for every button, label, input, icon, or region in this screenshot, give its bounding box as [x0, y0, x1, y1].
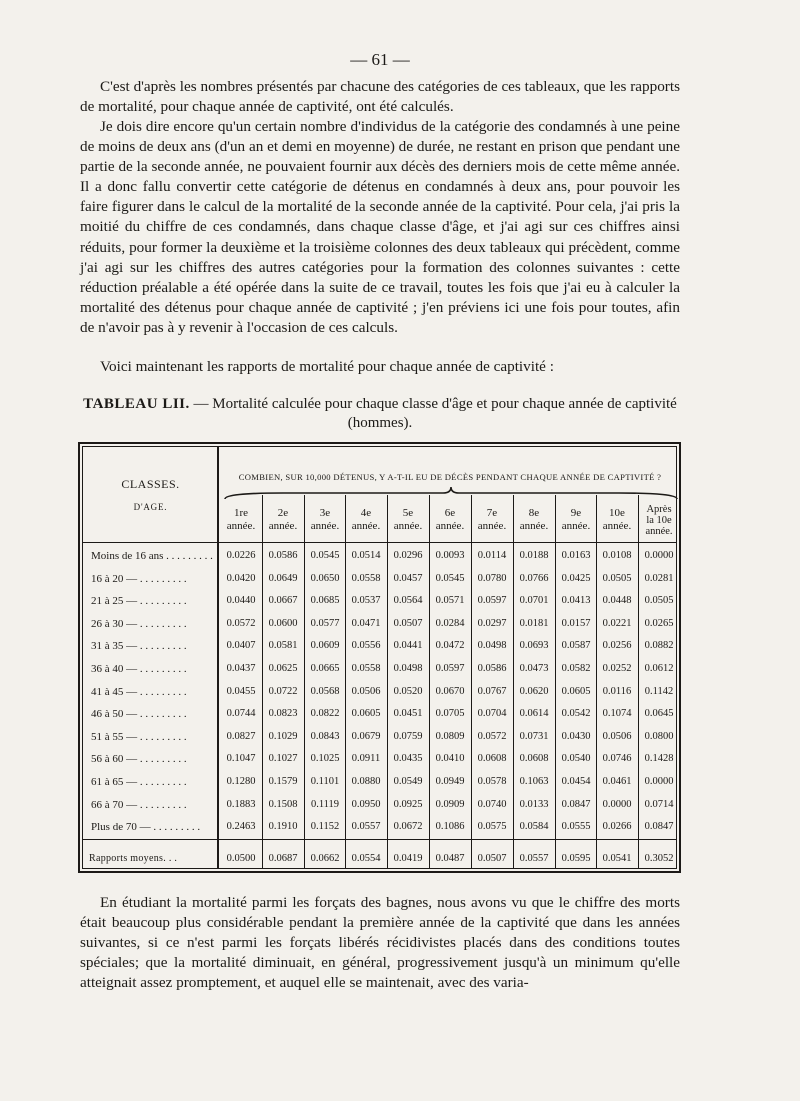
column-header-line: 1re	[233, 507, 249, 519]
average-cell: 0.0662	[310, 853, 340, 864]
table-cell: 0.0451	[393, 708, 423, 719]
column-header-6	[429, 507, 471, 533]
table-cell: 0.0909	[435, 799, 465, 810]
table-caption-label: TABLEAU LII.	[83, 396, 190, 412]
table-cell: 0.0614	[519, 708, 549, 719]
column-header-line: année.	[393, 520, 423, 532]
table-cell: 0.0586	[477, 663, 507, 674]
table-cell: 0.0597	[435, 663, 465, 674]
paragraph-intro: C'est d'après les nombres présentés par chacune des catégories de ces tableaux, que les rapports de mortalité, pour chaque année de captivité, ont été calculés.	[80, 78, 680, 116]
table-cell: 0.0000	[602, 799, 632, 810]
table-cell: 0.0625	[268, 663, 298, 674]
table-cell: 0.0507	[393, 618, 423, 629]
table-cell: 0.0093	[435, 550, 465, 561]
table-cell: 0.0556	[351, 640, 381, 651]
table-cell: 0.0000	[644, 550, 674, 561]
row-label: 26 à 30 — . . . . . . . . .	[91, 618, 187, 630]
table-cell: 0.0413	[561, 595, 591, 606]
table-cell: 0.0188	[519, 550, 549, 561]
table-cell: 0.0612	[644, 663, 674, 674]
table-cell: 0.0568	[310, 686, 340, 697]
table-cell: 0.0667	[268, 595, 298, 606]
table-cell: 0.0740	[477, 799, 507, 810]
table-cell: 0.0759	[393, 731, 423, 742]
table-cell: 0.0557	[351, 821, 381, 832]
column-header-line: 4e	[360, 507, 372, 519]
table-cell: 0.0564	[393, 595, 423, 606]
row-label: 16 à 20 — . . . . . . . . .	[91, 573, 187, 585]
table-cell: 0.0437	[226, 663, 256, 674]
row-label: Plus de 70 — . . . . . . . . .	[91, 821, 201, 833]
average-cell: 0.0419	[393, 853, 423, 864]
row-label: Moins de 16 ans . . . . . . . . .	[91, 550, 213, 562]
paragraph-transition: Voici maintenant les rapports de mortalité pour chaque année de captivité :	[100, 358, 554, 375]
table-cell: 0.0181	[519, 618, 549, 629]
average-top-rule	[83, 839, 676, 840]
table-cell: 0.0809	[435, 731, 465, 742]
table-cell: 0.0847	[644, 821, 674, 832]
table-cell: 0.0441	[393, 640, 423, 651]
average-cell: 0.0541	[602, 853, 632, 864]
table-cell: 0.0545	[435, 573, 465, 584]
table-cell: 0.0925	[393, 799, 423, 810]
row-label: 66 à 70 — . . . . . . . . .	[91, 799, 187, 811]
table-cell: 0.0435	[393, 753, 423, 764]
column-header-2	[262, 507, 304, 533]
column-header-line: année.	[561, 520, 591, 532]
column-header-line: 3e	[319, 507, 331, 519]
table-cell: 0.0780	[477, 573, 507, 584]
table-cell: 0.0609	[310, 640, 340, 651]
row-label: 31 à 35 — . . . . . . . . .	[91, 640, 187, 652]
table-cell: 0.0281	[644, 573, 674, 584]
table-cell: 0.0540	[561, 753, 591, 764]
table-cell: 0.0650	[310, 573, 340, 584]
classes-header: CLASSES.	[121, 477, 180, 491]
table-cell: 0.1142	[644, 686, 674, 697]
table-cell: 0.0950	[351, 799, 381, 810]
column-header-line: 7e	[486, 507, 498, 519]
table-cell: 0.0000	[644, 776, 674, 787]
table-cell: 0.0505	[644, 595, 674, 606]
column-header-3	[304, 507, 346, 533]
table-cell: 0.0672	[393, 821, 423, 832]
table-cell: 0.0440	[226, 595, 256, 606]
table-cell: 0.0800	[644, 731, 674, 742]
table-cell: 0.0454	[561, 776, 591, 787]
table-cell: 0.0578	[477, 776, 507, 787]
column-header-line: 10e	[609, 507, 625, 519]
column-header-line: année.	[602, 520, 632, 532]
table-cell: 0.2463	[226, 821, 256, 832]
table-cell: 0.1074	[602, 708, 632, 719]
table-caption-text: — Mortalité calculée pour chaque classe d'âge et pour chaque année de captivité (hommes).	[189, 396, 677, 431]
paragraph-conclusion: En étudiant la mortalité parmi les forçats des bagnes, nous avons vu que le chiffre des morts était beaucoup plus considérable pendant la première année de la captivité que dans les années suivantes, si ce n'est parmi les forçats libérés récidivistes placés dans des conditions toutes spéciales; que la mortalité diminuait, en général, progressivement jusqu'à un minimum qu'elle atteignait assez promptement, et auquel elle se maintenait, avec des varia-	[80, 894, 680, 992]
table-cell: 0.0767	[477, 686, 507, 697]
table-cell: 0.0823	[268, 708, 298, 719]
table-cell: 0.0473	[519, 663, 549, 674]
table-cell: 0.0133	[519, 799, 549, 810]
table-cell: 0.0252	[602, 663, 632, 674]
table-cell: 0.0581	[268, 640, 298, 651]
table-cell: 0.0545	[310, 550, 340, 561]
column-header-line: 6e	[444, 507, 456, 519]
table-cell: 0.0670	[435, 686, 465, 697]
table-cell: 0.0586	[268, 550, 298, 561]
table-cell: 0.0582	[561, 663, 591, 674]
table-cell: 0.0116	[602, 686, 632, 697]
table-cell: 0.0498	[477, 640, 507, 651]
table-cell: 0.1101	[310, 776, 340, 787]
table-cell: 0.0584	[519, 821, 549, 832]
table-cell: 0.0108	[602, 550, 632, 561]
table-cell: 0.0572	[477, 731, 507, 742]
table-cell: 0.0266	[602, 821, 632, 832]
mortality-table-inner	[82, 446, 677, 869]
table-caption	[80, 395, 680, 433]
table-cell: 0.0679	[351, 731, 381, 742]
table-cell: 0.0407	[226, 640, 256, 651]
column-header-line: année.	[351, 520, 381, 532]
table-cell: 0.0265	[644, 618, 674, 629]
column-header-11	[638, 504, 680, 537]
table-cell: 0.0296	[393, 550, 423, 561]
table-cell: 0.0847	[561, 799, 591, 810]
table-cell: 0.0744	[226, 708, 256, 719]
header-brace	[223, 485, 679, 501]
table-cell: 0.0472	[435, 640, 465, 651]
column-header-line: année.	[645, 526, 673, 537]
table-cell: 0.0226	[226, 550, 256, 561]
table-cell: 0.0520	[393, 686, 423, 697]
row-label: 21 à 25 — . . . . . . . . .	[91, 595, 187, 607]
column-header-1	[220, 507, 262, 533]
column-header-7	[471, 507, 513, 533]
average-cell: 0.3052	[644, 853, 674, 864]
table-cell: 0.1579	[268, 776, 298, 787]
column-header-line: année.	[226, 520, 256, 532]
table-cell: 0.0505	[602, 573, 632, 584]
average-cell: 0.0687	[268, 853, 298, 864]
row-label: 41 à 45 — . . . . . . . . .	[91, 686, 187, 698]
table-cell: 0.1063	[519, 776, 549, 787]
table-cell: 0.0693	[519, 640, 549, 651]
table-cell: 0.1086	[435, 821, 465, 832]
table-cell: 0.0410	[435, 753, 465, 764]
table-cell: 0.0649	[268, 573, 298, 584]
table-cell: 0.0608	[519, 753, 549, 764]
table-cell: 0.0705	[435, 708, 465, 719]
table-cell: 0.0597	[477, 595, 507, 606]
table-cell: 0.0571	[435, 595, 465, 606]
table-cell: 0.0471	[351, 618, 381, 629]
row-label: 56 à 60 — . . . . . . . . .	[91, 753, 187, 765]
table-cell: 0.0605	[351, 708, 381, 719]
table-cell: 0.0461	[602, 776, 632, 787]
table-cell: 0.0163	[561, 550, 591, 561]
table-cell: 0.0704	[477, 708, 507, 719]
row-label: 46 à 50 — . . . . . . . . .	[91, 708, 187, 720]
table-cell: 0.0882	[644, 640, 674, 651]
table-cell: 0.0665	[310, 663, 340, 674]
average-label: Rapports moyens. . .	[89, 853, 178, 864]
table-cell: 0.1119	[310, 799, 340, 810]
table-cell: 0.0731	[519, 731, 549, 742]
table-cell: 0.0714	[644, 799, 674, 810]
table-cell: 0.0608	[477, 753, 507, 764]
average-cell: 0.0500	[226, 853, 256, 864]
table-cell: 0.0605	[561, 686, 591, 697]
average-cell: 0.0487	[435, 853, 465, 864]
table-cell: 0.0498	[393, 663, 423, 674]
average-cell: 0.0507	[477, 853, 507, 864]
column-header-line: 9e	[570, 507, 582, 519]
table-cell: 0.0722	[268, 686, 298, 697]
average-cell: 0.0554	[351, 853, 381, 864]
row-label: 51 à 55 — . . . . . . . . .	[91, 731, 187, 743]
column-header-line: 5e	[402, 507, 414, 519]
column-header-9	[555, 507, 597, 533]
table-cell: 0.1508	[268, 799, 298, 810]
table-cell: 0.0221	[602, 618, 632, 629]
table-cell: 0.0542	[561, 708, 591, 719]
table-cell: 0.0746	[602, 753, 632, 764]
page-number: — 61 —	[350, 50, 410, 69]
column-header-4	[345, 507, 387, 533]
table-cell: 0.1428	[644, 753, 674, 764]
table-cell: 0.0620	[519, 686, 549, 697]
row-label: 36 à 40 — . . . . . . . . .	[91, 663, 187, 675]
table-cell: 0.0256	[602, 640, 632, 651]
column-header-line: année.	[268, 520, 298, 532]
column-header-5	[387, 507, 429, 533]
table-cell: 0.0880	[351, 776, 381, 787]
table-cell: 0.0506	[351, 686, 381, 697]
header-bottom-rule	[83, 542, 676, 543]
table-cell: 0.0587	[561, 640, 591, 651]
table-cell: 0.0430	[561, 731, 591, 742]
column-header-8	[513, 507, 555, 533]
column-header-line: la 10e	[646, 515, 672, 526]
table-cell: 0.0114	[477, 550, 507, 561]
table-cell: 0.0949	[435, 776, 465, 787]
table-cell: 0.0577	[310, 618, 340, 629]
table-cell: 0.1910	[268, 821, 298, 832]
table-cell: 0.1152	[310, 821, 340, 832]
table-cell: 0.0425	[561, 573, 591, 584]
years-header: COMBIEN, SUR 10,000 DÉTENUS, Y A-T-IL EU DE DÉCÈS PENDANT CHAQUE ANNÉE DE CAPTIVITÉ ?	[238, 472, 662, 482]
table-cell: 0.0506	[602, 731, 632, 742]
column-header-line: année.	[519, 520, 549, 532]
table-cell: 0.1047	[226, 753, 256, 764]
table-cell: 0.1029	[268, 731, 298, 742]
column-header-10	[596, 507, 638, 533]
table-cell: 0.0822	[310, 708, 340, 719]
column-header-line: année.	[435, 520, 465, 532]
table-cell: 0.0843	[310, 731, 340, 742]
table-cell: 0.0297	[477, 618, 507, 629]
table-cell: 0.0572	[226, 618, 256, 629]
table-cell: 0.0911	[351, 753, 381, 764]
table-cell: 0.0600	[268, 618, 298, 629]
average-cell: 0.0595	[561, 853, 591, 864]
table-cell: 0.1280	[226, 776, 256, 787]
table-cell: 0.0514	[351, 550, 381, 561]
table-cell: 0.0448	[602, 595, 632, 606]
table-cell: 0.0555	[561, 821, 591, 832]
row-label: 61 à 65 — . . . . . . . . .	[91, 776, 187, 788]
mortality-table	[78, 442, 681, 873]
table-cell: 0.0558	[351, 573, 381, 584]
table-cell: 0.0284	[435, 618, 465, 629]
column-header-line: année.	[477, 520, 507, 532]
table-cell: 0.0549	[393, 776, 423, 787]
paragraph-method: Je dois dire encore qu'un certain nombre d'individus de la catégorie des condamnés à une peine de moins de deux ans (d'un an et demi en moyenne) de durée, ne restant en prison que pendant une partie de la seconde année, ne pouvaient fournir aux décès des derniers mois de cette même année. Il a donc fallu convertir cette catégorie de détenus en condamnés à deux ans, pour pouvoir les faire figurer dans le calcul de la mortalité de la seconde année de la captivité. Pour cela, j'ai pris la moitié du chiffre de ces condamnés, dans chaque classe d'âge, et j'ai agi sur ces chiffres ainsi réduits, pour former la deuxième et la troisième colonnes des deux tableaux qui précèdent, comme j'ai agi sur les chiffres des autres catégories pour la formation des colonnes suivantes : cette réduction préalable a été opérée dans la suite de ce travail, toutes les fois que j'ai eu à calculer la mortalité des détenus pour chaque année de captivité ; j'en préviens ici une fois pour toutes, afin de n'avoir pas à y revenir à l'occasion de ces calculs.	[80, 118, 680, 336]
column-header-line: Après	[646, 504, 672, 515]
table-cell: 0.0537	[351, 595, 381, 606]
table-cell: 0.0766	[519, 573, 549, 584]
table-cell: 0.0685	[310, 595, 340, 606]
table-cell: 0.1027	[268, 753, 298, 764]
column-header-line: 8e	[528, 507, 540, 519]
table-cell: 0.0701	[519, 595, 549, 606]
column-header-line: année.	[310, 520, 340, 532]
table-cell: 0.0420	[226, 573, 256, 584]
table-cell: 0.1883	[226, 799, 256, 810]
table-cell: 0.0455	[226, 686, 256, 697]
column-header-line: 2e	[277, 507, 289, 519]
table-cell: 0.0575	[477, 821, 507, 832]
table-cell: 0.0157	[561, 618, 591, 629]
table-cell: 0.0827	[226, 731, 256, 742]
average-cell: 0.0557	[519, 853, 549, 864]
table-cell: 0.0558	[351, 663, 381, 674]
table-cell: 0.1025	[310, 753, 340, 764]
table-cell: 0.0645	[644, 708, 674, 719]
classes-subheader: D'AGE.	[133, 502, 168, 512]
table-cell: 0.0457	[393, 573, 423, 584]
